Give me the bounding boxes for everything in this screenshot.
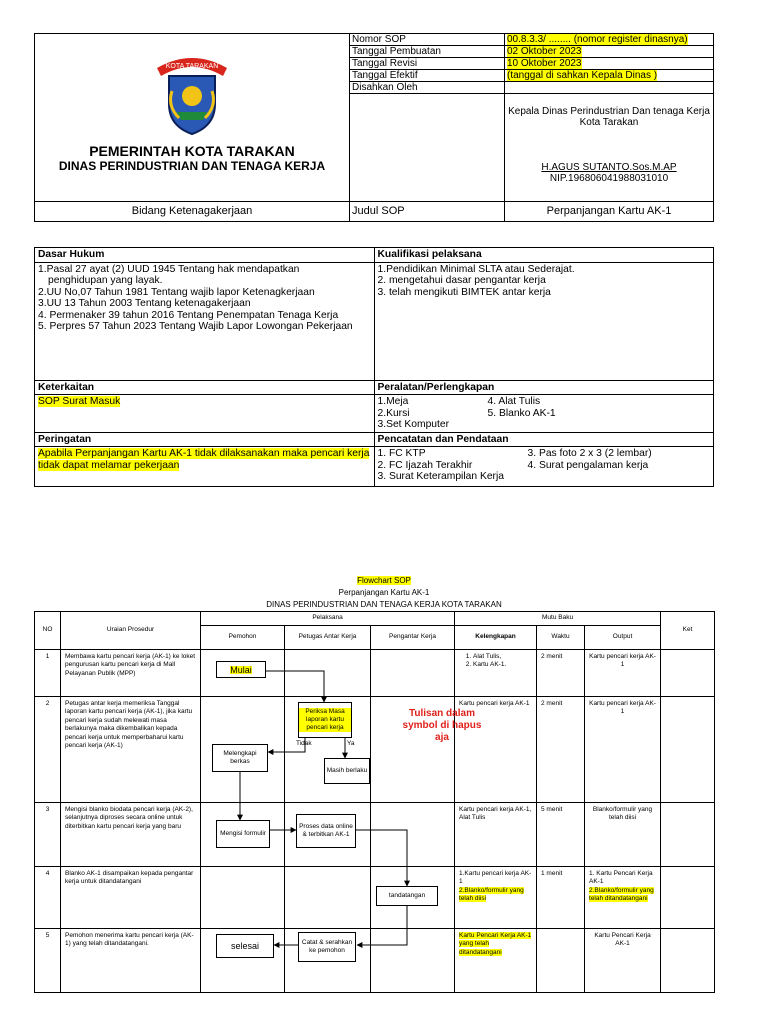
mulai-text: Mulai (230, 664, 252, 675)
arrow-tandatangan-catat (357, 906, 407, 945)
col-pengantar: Pengantar Kerja (371, 625, 455, 649)
ya-label: Ya (347, 740, 355, 747)
row-kelengkapan: Kartu pencari kerja AK-1 (455, 696, 537, 802)
col-ket: Ket (661, 612, 715, 650)
flowchart-title-2: Perpanjangan Kartu AK-1 (338, 588, 430, 597)
approver-nip: NIP.196806041988031010 (549, 173, 669, 184)
col-petugas: Petugas Antar Kerja (285, 625, 371, 649)
list-item: 4. Surat pengalaman kerja (527, 459, 649, 471)
row-no: 5 (35, 928, 61, 992)
col-kelengkapan: Kelengkapan (455, 625, 537, 649)
judul-label: Judul SOP (350, 202, 505, 222)
row-output: Kartu pencari kerja AK-1 (585, 649, 661, 696)
masih-box: Masih berlaku (324, 758, 370, 784)
list-item: 2. mengetahui dasar pengantar kerja (377, 275, 546, 286)
list-item: 2.Kursi (377, 407, 410, 419)
list-item: 4. Alat Tulis (487, 396, 541, 407)
list-item: 3. Surat Keterampilan Kerja (377, 471, 504, 482)
col-mutu: Mutu Baku (455, 612, 661, 626)
org-name-2: DINAS PERINDUSTRIAN DAN TENAGA KERJA (58, 159, 326, 173)
row-uraian: Petugas antar kerja memeriksa Tanggal laporan kartu pencari kerja (AK-1), jika kartu pencari kerja sudah melewati masa berlakunya maka dikembalikan kepada pencari kerja untuk memperbaharui kartu pencari kerja (AK-1) (61, 696, 201, 802)
tidak-label: Tidak (296, 740, 312, 747)
approver-name: H.AGUS SUTANTO.Sos.M.AP (541, 162, 677, 173)
svg-text:KOTA TARAKAN: KOTA TARAKAN (165, 63, 219, 70)
list-item: 4. Permenaker 39 tahun 2016 Tentang Penempatan Tenaga Kerja (38, 309, 339, 321)
judul-value: Perpanjangan Kartu AK-1 (505, 202, 714, 222)
bidang-cell: Bidang Ketenagakerjaan (35, 202, 350, 222)
list-item: 3.UU 13 Tahun 2003 Tentang ketenagakerjaan (38, 298, 251, 309)
approver-title: Kepala Dinas Perindustrian Dan tenaga Kerja Kota Tarakan (508, 106, 710, 128)
row-uraian: Membawa kartu pencari kerja (AK-1) ke loket pengurusan kartu pencari kerja di Mall Pelayanan Publik (MPP) (61, 649, 201, 696)
list-item: 1.Pasal 27 ayat (2) UUD 1945 Tentang hak mendapatkan (38, 263, 300, 275)
mulai-terminator (216, 661, 266, 678)
list-item: 2.Blanko/formulir yang telah diisi (459, 886, 524, 902)
row-no: 4 (35, 866, 61, 928)
periksa-decision (298, 702, 352, 738)
list-item: 2.Blanko/formulir yang telah ditandatangani (589, 886, 654, 902)
arrow-proses-tandatangan (356, 830, 407, 886)
list-item: 3. Pas foto 2 x 3 (2 lembar) (527, 448, 652, 459)
keterkaitan-value: SOP Surat Masuk (38, 396, 121, 407)
list-item: 1. Alat Tulis, (473, 653, 532, 662)
dasar-hukum-heading: Dasar Hukum (35, 248, 375, 263)
peralatan-heading: Peralatan/Perlengkapan (374, 380, 714, 395)
row-no: 3 (35, 802, 61, 866)
mengisi-box: Mengisi formulir (216, 820, 270, 848)
list-item: 3. telah mengikuti BIMTEK antar kerja (377, 286, 551, 298)
col-no: NO (35, 612, 61, 650)
list-item: 5. Perpres 57 Tahun 2023 Tentang Wajib Lapor Lowongan Pekerjaan (38, 321, 353, 332)
col-pelaksana: Pelaksana (201, 612, 455, 626)
row-uraian: Pemohon menerima kartu pencari kerja (AK-1) yang telah ditandatangani. (61, 928, 201, 992)
row-waktu: 2 menit (537, 649, 585, 696)
list-item: 5. Blanko AK-1 (487, 407, 556, 419)
list-item: 1. FC KTP (377, 448, 426, 459)
field-value: 02 Oktober 2023 (507, 46, 582, 57)
selesai-terminator: selesai (216, 934, 274, 958)
list-item: 2. Kartu AK-1. (473, 661, 532, 670)
list-item: 1.Pendidikan Minimal SLTA atau Sederajat. (377, 263, 575, 275)
row-uraian: Blanko AK-1 disampaikan kepada pengantar kerja untuk ditandatangani (61, 866, 201, 928)
list-item: 1. Kartu Pencari Kerja AK-1 (589, 869, 653, 885)
kelengkapan-text: Kartu Pencari Kerja AK-1 yang telah ditandatangani (459, 931, 532, 956)
list-item: 2.UU No,07 Tahun 1981 Tentang wajib lapor Ketenagkerjaan (38, 286, 315, 298)
peringatan-heading: Peringatan (35, 432, 375, 447)
col-uraian: Uraian Prosedur (61, 612, 201, 650)
field-label: Tanggal Revisi (350, 58, 505, 70)
pencatatan-heading: Pencatatan dan Pendataan (374, 432, 714, 447)
col-waktu: Waktu (537, 625, 585, 649)
flowchart-title-text: Flowchart SOP (357, 576, 411, 585)
row-uraian: Mengisi blanko biodata pencari kerja (AK-2), selanjutnya diproses secara online untuk diterbitkan kartu pencari kerja yang baru (61, 802, 201, 866)
col-output: Output (585, 625, 661, 649)
row-waktu: 2 menit (537, 696, 585, 802)
row-no: 1 (35, 649, 61, 696)
list-item: penghidupan yang layak. (48, 275, 163, 286)
row-output: Kartu Pencari Kerja AK-1 (585, 928, 661, 992)
org-name-1: PEMERINTAH KOTA TARAKAN (89, 143, 295, 159)
col-pemohon: Pemohon (201, 625, 285, 649)
row-no: 2 (35, 696, 61, 802)
field-label: Nomor SOP (350, 34, 505, 46)
proses-box: Proses data online & terbitkan AK-1 (296, 814, 356, 848)
keterkaitan-heading: Keterkaitan (35, 380, 375, 395)
melengkapi-box: Melengkapi berkas (212, 744, 268, 772)
list-item: 2. FC Ijazah Terakhir (377, 459, 473, 471)
tandatangan-box: tandatangan (376, 886, 438, 906)
peringatan-value: Apabila Perpanjangan Kartu AK-1 tidak dilaksanakan maka pencari kerja tidak dapat melamar pekerjaan (38, 448, 370, 471)
field-label: Tanggal Efektif (350, 70, 505, 82)
list-item: 3.Set Komputer (377, 419, 450, 430)
field-label: Tanggal Pembuatan (350, 46, 505, 58)
periksa-text: Periksa Masa laporan kartu pencari kerja (299, 708, 351, 732)
row-kelengkapan: Kartu pencari kerja AK-1, Alat Tulis (455, 802, 537, 866)
field-value: 00.8.3.3/ ........ (nomor register dinasnya) (507, 34, 688, 45)
field-value: 10 Oktober 2023 (507, 58, 582, 69)
field-value: (tanggal di sahkan Kepala Dinas ) (507, 70, 658, 81)
list-item: 1.Meja (377, 396, 409, 407)
row-waktu: 1 menit (537, 866, 585, 928)
kualifikasi-heading: Kualifikasi pelaksana (374, 248, 714, 263)
row-output: Blanko/formulir yang telah diisi (585, 802, 661, 866)
arrow-mulai-periksa (266, 671, 324, 702)
catat-box: Catat & serahkan ke pemohon (298, 932, 356, 962)
editor-note: Tulisan dalam symbol di hapus aja (402, 708, 482, 743)
field-label: Disahkan Oleh (350, 82, 505, 94)
flowchart-title-3: DINAS PERINDUSTRIAN DAN TENAGA KERJA KOTA TARAKAN (266, 600, 502, 609)
row-waktu: 5 menit (537, 802, 585, 866)
list-item: 1.Kartu pencari kerja AK-1 (459, 869, 532, 885)
row-output: Kartu pencari kerja AK-1 (585, 696, 661, 802)
